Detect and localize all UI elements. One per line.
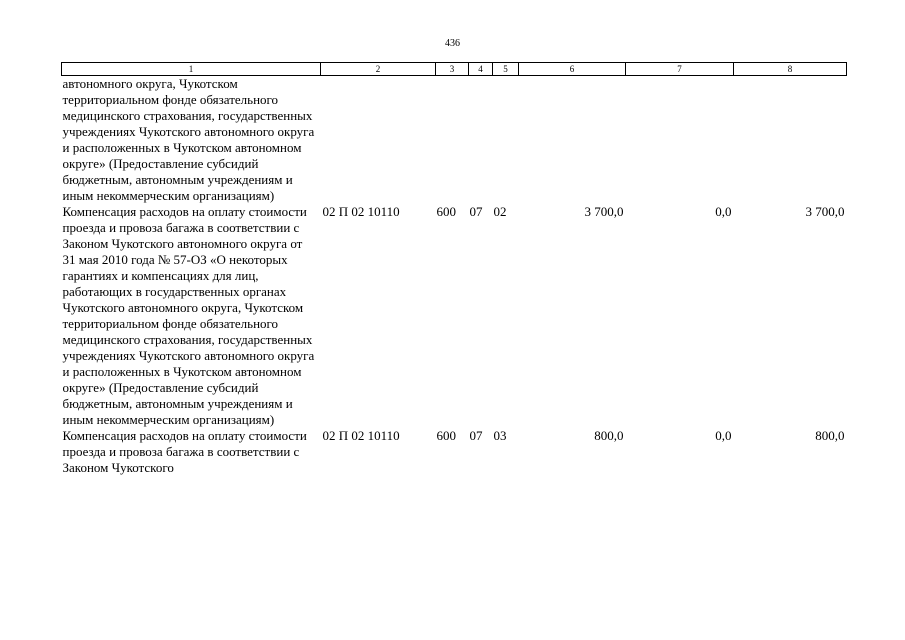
budget-table [61,62,847,476]
row-description: Компенсация расходов на оплату стоимости проезда и провоза багажа в соответствии с Законом Чукотского автономного округа от 31 мая 2010 года № 57-ОЗ «О некоторых гарантиях и компенсациях для лиц, работающих в государственных органах Чукотского автономного округа, Чукотском территориальном фонде обязательного медицинского страхования, государственных учреждениях Чукотского автономного округа и расположенных в Чукотском автономном округе» (Предоставление субсидий бюджетным, автономным учреждениям и иным некоммерческим организациям) [62,204,315,427]
row-code [321,76,436,205]
row-rz [469,76,493,205]
row-description: Компенсация расходов на оплату стоимости проезда и провоза багажа в соответствии с Законом Чукотского [62,428,307,475]
header-col-3: 3 [436,63,469,76]
header-col-2: 2 [321,63,436,76]
row-sum-3: 800,0 [815,428,845,443]
table-row [62,428,847,476]
row-pr: 03 [493,428,507,443]
header-col-7: 7 [626,63,734,76]
header-col-6: 6 [519,63,626,76]
row-sum-3 [734,76,847,205]
row-description: автономного округа, Чукотском территориальном фонде обязательного медицинского страхования, государственных учреждениях Чукотского автономного округа и расположенных в Чукотском автономном округе» (Предоставление субсидий бюджетным, автономным учреждениям и иным некоммерческим организациям) [62,76,315,203]
row-sum-2: 0,0 [715,428,732,443]
header-row [62,63,847,76]
page-number: 436 [445,38,460,49]
row-code: 02 П 02 10110 [322,428,400,443]
row-sum-1: 800,0 [594,428,624,443]
row-rz: 07 [469,428,483,443]
row-vr [436,76,469,205]
row-sum-1: 3 700,0 [584,204,624,219]
row-sum-2: 0,0 [715,204,732,219]
table-row [62,204,847,428]
row-sum-2 [626,76,734,205]
row-vr: 600 [436,204,456,219]
header-col-4: 4 [469,63,493,76]
row-code: 02 П 02 10110 [322,204,400,219]
row-sum-3: 3 700,0 [805,204,845,219]
row-pr [493,76,519,205]
header-col-8: 8 [734,63,847,76]
row-rz: 07 [469,204,483,219]
row-sum-1 [519,76,626,205]
header-col-1: 1 [62,63,321,76]
table-header [62,63,847,76]
table-body [62,76,847,477]
row-pr: 02 [493,204,507,219]
table-row [62,76,847,205]
row-vr: 600 [436,428,456,443]
header-col-5: 5 [493,63,519,76]
